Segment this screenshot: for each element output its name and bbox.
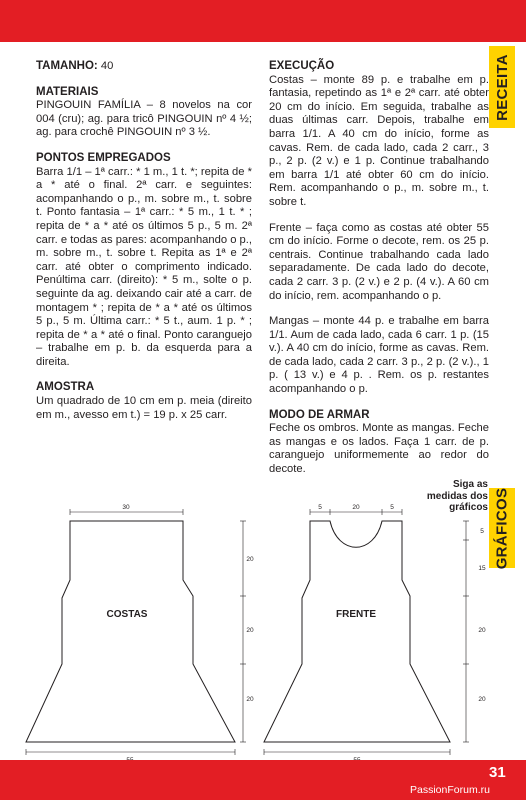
frente-top-measure: 5	[390, 504, 394, 511]
materials-text: PINGOUIN FAMÍLIA – 8 novelos na cor 004 (cru); ag. para tricô PINGOUIN nº 4 ½; ag. para crochê PINGOUIN nº 3 ½.	[36, 99, 252, 139]
stitches-text: Barra 1/1 – 1ª carr.: * 1 m., 1 t. *; repita de * a * até o final. 2ª carr. e seguintes: acompanhando o p., m. sobre m., t. sobre t. Ponto fantasia – 1ª carr.: * 5 m., 1 t. * ; repita de * a * até os últimos 5 p., 5 m. 2ª carr. e todas as pares: acompanhando o p., m. sobre m., t. sobre t. Repita as 1ª e 2ª carr. até obter o comprimento indicado. Penúltima carr. (direito): * 5 m., solte o p. seguinte da ag. deixando cair até a carr. de montagem * ; repita de * a * até os últimos 5 p., 5 m. Última carr.: * 5 t., aum. 1 p. * ; repita de * a * até o final. Ponto caranguejo – trabalhe em p. b. da esquerda para a direita.	[36, 165, 252, 368]
costas-label: COSTAS	[106, 609, 148, 620]
assembly-text: Feche os ombros. Monte as mangas. Feche as mangas e os lados. Faça 1 carr. de p. caranguejo uniformemente ao redor do decote.	[269, 422, 489, 476]
costas-side-measure: 20	[246, 627, 254, 634]
costas-side-measure: 20	[246, 556, 254, 563]
note-line: gráficos	[449, 502, 488, 513]
frente-label: FRENTE	[336, 609, 376, 620]
costas-top-measure: 30	[122, 504, 130, 511]
note-line: Siga as	[452, 479, 488, 490]
page-number: 31	[489, 764, 506, 781]
frente-side-measure: 20	[478, 696, 486, 703]
frente-side-measure: 15	[478, 565, 486, 572]
frente-side-measure: 20	[478, 627, 486, 634]
gauge-text: Um quadrado de 10 cm em p. meia (direito em m., avesso em t.) = 19 p. x 25 carr.	[36, 395, 252, 421]
graficos-tab-label: GRÁFICOS	[493, 487, 511, 569]
frente-outline	[264, 521, 450, 742]
stitches-heading: PONTOS EMPREGADOS	[36, 151, 171, 164]
left-column	[36, 60, 252, 422]
right-column	[269, 60, 489, 477]
receita-tab	[489, 46, 515, 128]
frente-top-measure: 5	[318, 504, 322, 511]
back-instructions: Costas – monte 89 p. e trabalhe em p. fantasia, repetindo as 1ª e 2ª carr. até obter 20 cm do início. Em seguida, trabalhe as duas últimas carr. Depois, trabalhe em barra 1/1. A 40 cm do início, forme as cavas. Rem. de cada lado, cada 2 carr., 3 p., 2 p. (2 v.) e 1 p. Continue trabalhando em barra 1/1 até obter 60 cm do início. Rem. acompanhando o p., m. sobre m., t. sobre t.	[269, 73, 489, 208]
sleeves-instructions: Mangas – monte 44 p. e trabalhe em barra 1/1. Aum de cada lado, cada 6 carr. 1 p. (15 v.). A 40 cm do início, forme as cavas. Rem. de cada lado, cada 2 carr. 3 p., 2 p. (2 v.)., 1 p. ( 13 v.) e 4 p. . Rem. os p. restantes acompanhando o p.	[269, 315, 489, 396]
size-value: 40	[97, 60, 114, 72]
top-red-bar	[0, 0, 526, 42]
costas-side-measure: 20	[246, 696, 254, 703]
receita-tab-label: RECEITA	[493, 53, 511, 121]
size-label: TAMANHO:	[36, 60, 98, 72]
costas-outline	[26, 521, 235, 742]
materials-heading: MATERIAIS	[36, 85, 99, 98]
frente-side-measure: 5	[480, 528, 484, 535]
note-line: medidas dos	[426, 490, 488, 502]
site-watermark: PassionForum.ru	[410, 784, 490, 796]
frente-top-measure: 20	[352, 504, 360, 511]
gauge-heading: AMOSTRA	[36, 381, 95, 394]
front-instructions: Frente – faça como as costas até obter 55 cm do início. Forme o decote, rem. os 25 p. centrais. Continue trabalhando cada lado separadamente. De cada lado do decote, cada 2 carr. 3 p. (2 v.) e 2 p. (4 v.). A 60 cm do início, rem. acompanhando o p.	[269, 221, 489, 302]
assembly-heading: MODO DE ARMAR	[269, 408, 370, 421]
size-line	[36, 60, 252, 74]
schematics-diagram	[0, 498, 526, 760]
execution-heading: EXECUÇÃO	[269, 60, 335, 72]
